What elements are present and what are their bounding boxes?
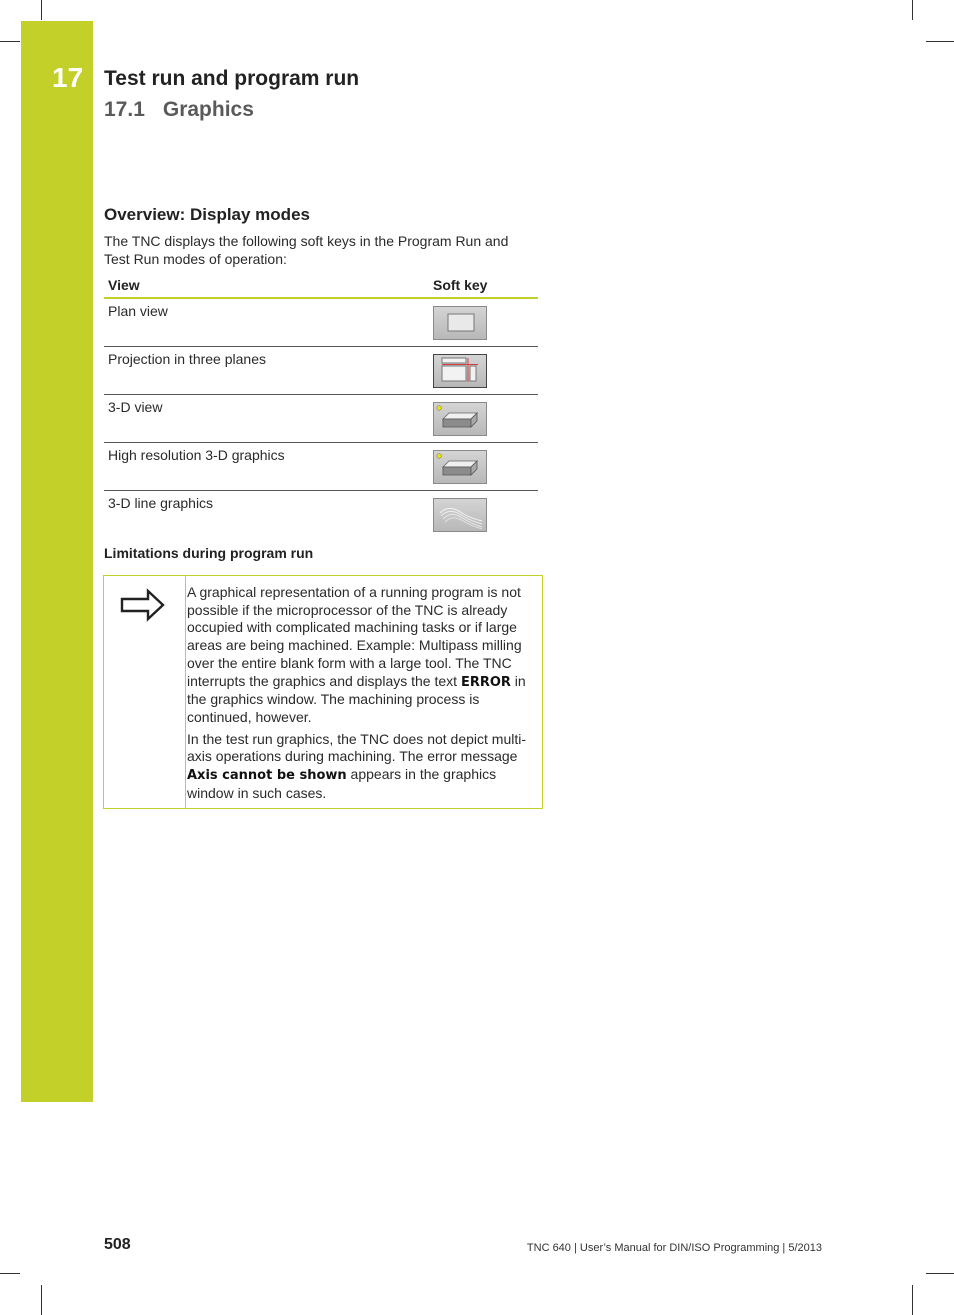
table-header-row bbox=[104, 273, 538, 298]
note-box bbox=[103, 575, 543, 809]
crop-mark bbox=[926, 41, 954, 42]
error-keyword: ERROR bbox=[460, 674, 511, 690]
section-title-line bbox=[104, 98, 254, 122]
3d-view-softkey-icon bbox=[433, 402, 487, 436]
right-arrow-icon bbox=[120, 588, 166, 627]
view-name: High resolution 3-D graphics bbox=[104, 443, 433, 491]
note-text-segment: appears in the graphics window in such cases. bbox=[187, 766, 497, 801]
chapter-title: Test run and program run bbox=[104, 67, 360, 90]
high-res-3d-softkey-icon bbox=[433, 450, 487, 484]
section-number: 17.1 bbox=[104, 98, 145, 121]
crop-mark bbox=[0, 1273, 20, 1274]
crop-mark bbox=[41, 1285, 42, 1315]
note-text-segment: A graphical representation of a running program is not possible if the microprocessor of the TNC is already occupied with complicated machining tasks or if large areas are being machined. Example: Multipass milling over the entire blank form with a large tool. The TNC interrupts the graphics and displays the text bbox=[187, 584, 522, 689]
table-row bbox=[104, 347, 538, 395]
crop-mark bbox=[41, 0, 42, 20]
crop-mark bbox=[912, 1285, 913, 1315]
note-text bbox=[187, 584, 535, 806]
display-modes-table bbox=[104, 273, 538, 538]
note-text-segment: in the graphics window. The machining process is continued, however. bbox=[187, 672, 526, 725]
view-name: 3-D line graphics bbox=[108, 495, 214, 511]
table-row bbox=[104, 491, 538, 539]
chapter-sidebar bbox=[21, 21, 93, 1102]
note-divider bbox=[185, 576, 186, 808]
3d-line-graphics-softkey-icon bbox=[433, 498, 487, 532]
note-paragraph bbox=[187, 584, 535, 727]
column-header-view: View bbox=[104, 273, 433, 298]
table-row bbox=[104, 298, 538, 347]
overview-intro: The TNC displays the following soft keys in the Program Run and Test Run modes of operation: bbox=[104, 233, 509, 267]
footer-text: TNC 640 | User’s Manual for DIN/ISO Programming | 5/2013 bbox=[526, 1242, 822, 1254]
section-title: Graphics bbox=[162, 98, 254, 121]
view-name: 3-D view bbox=[104, 395, 433, 443]
table-row bbox=[104, 395, 538, 443]
overview-heading: Overview: Display modes bbox=[104, 205, 310, 224]
crop-mark bbox=[912, 0, 913, 20]
chapter-number: 17 bbox=[52, 62, 84, 93]
crop-mark bbox=[926, 1273, 954, 1274]
page-number: 508 bbox=[104, 1236, 131, 1253]
plan-view-softkey-icon bbox=[433, 306, 487, 340]
view-name: Plan view bbox=[104, 298, 433, 347]
note-paragraph bbox=[187, 731, 535, 803]
note-text-segment: In the test run graphics, the TNC does not depict multi-axis operations during machining. The error message bbox=[187, 730, 527, 765]
limitations-heading: Limitations during program run bbox=[104, 545, 314, 561]
error-message-keyword: Axis cannot be shown bbox=[187, 768, 347, 784]
three-planes-softkey-icon bbox=[433, 354, 487, 388]
crop-mark bbox=[0, 41, 20, 42]
table-row bbox=[104, 443, 538, 491]
column-header-softkey: Soft key bbox=[433, 273, 538, 298]
view-name: Projection in three planes bbox=[104, 347, 433, 395]
